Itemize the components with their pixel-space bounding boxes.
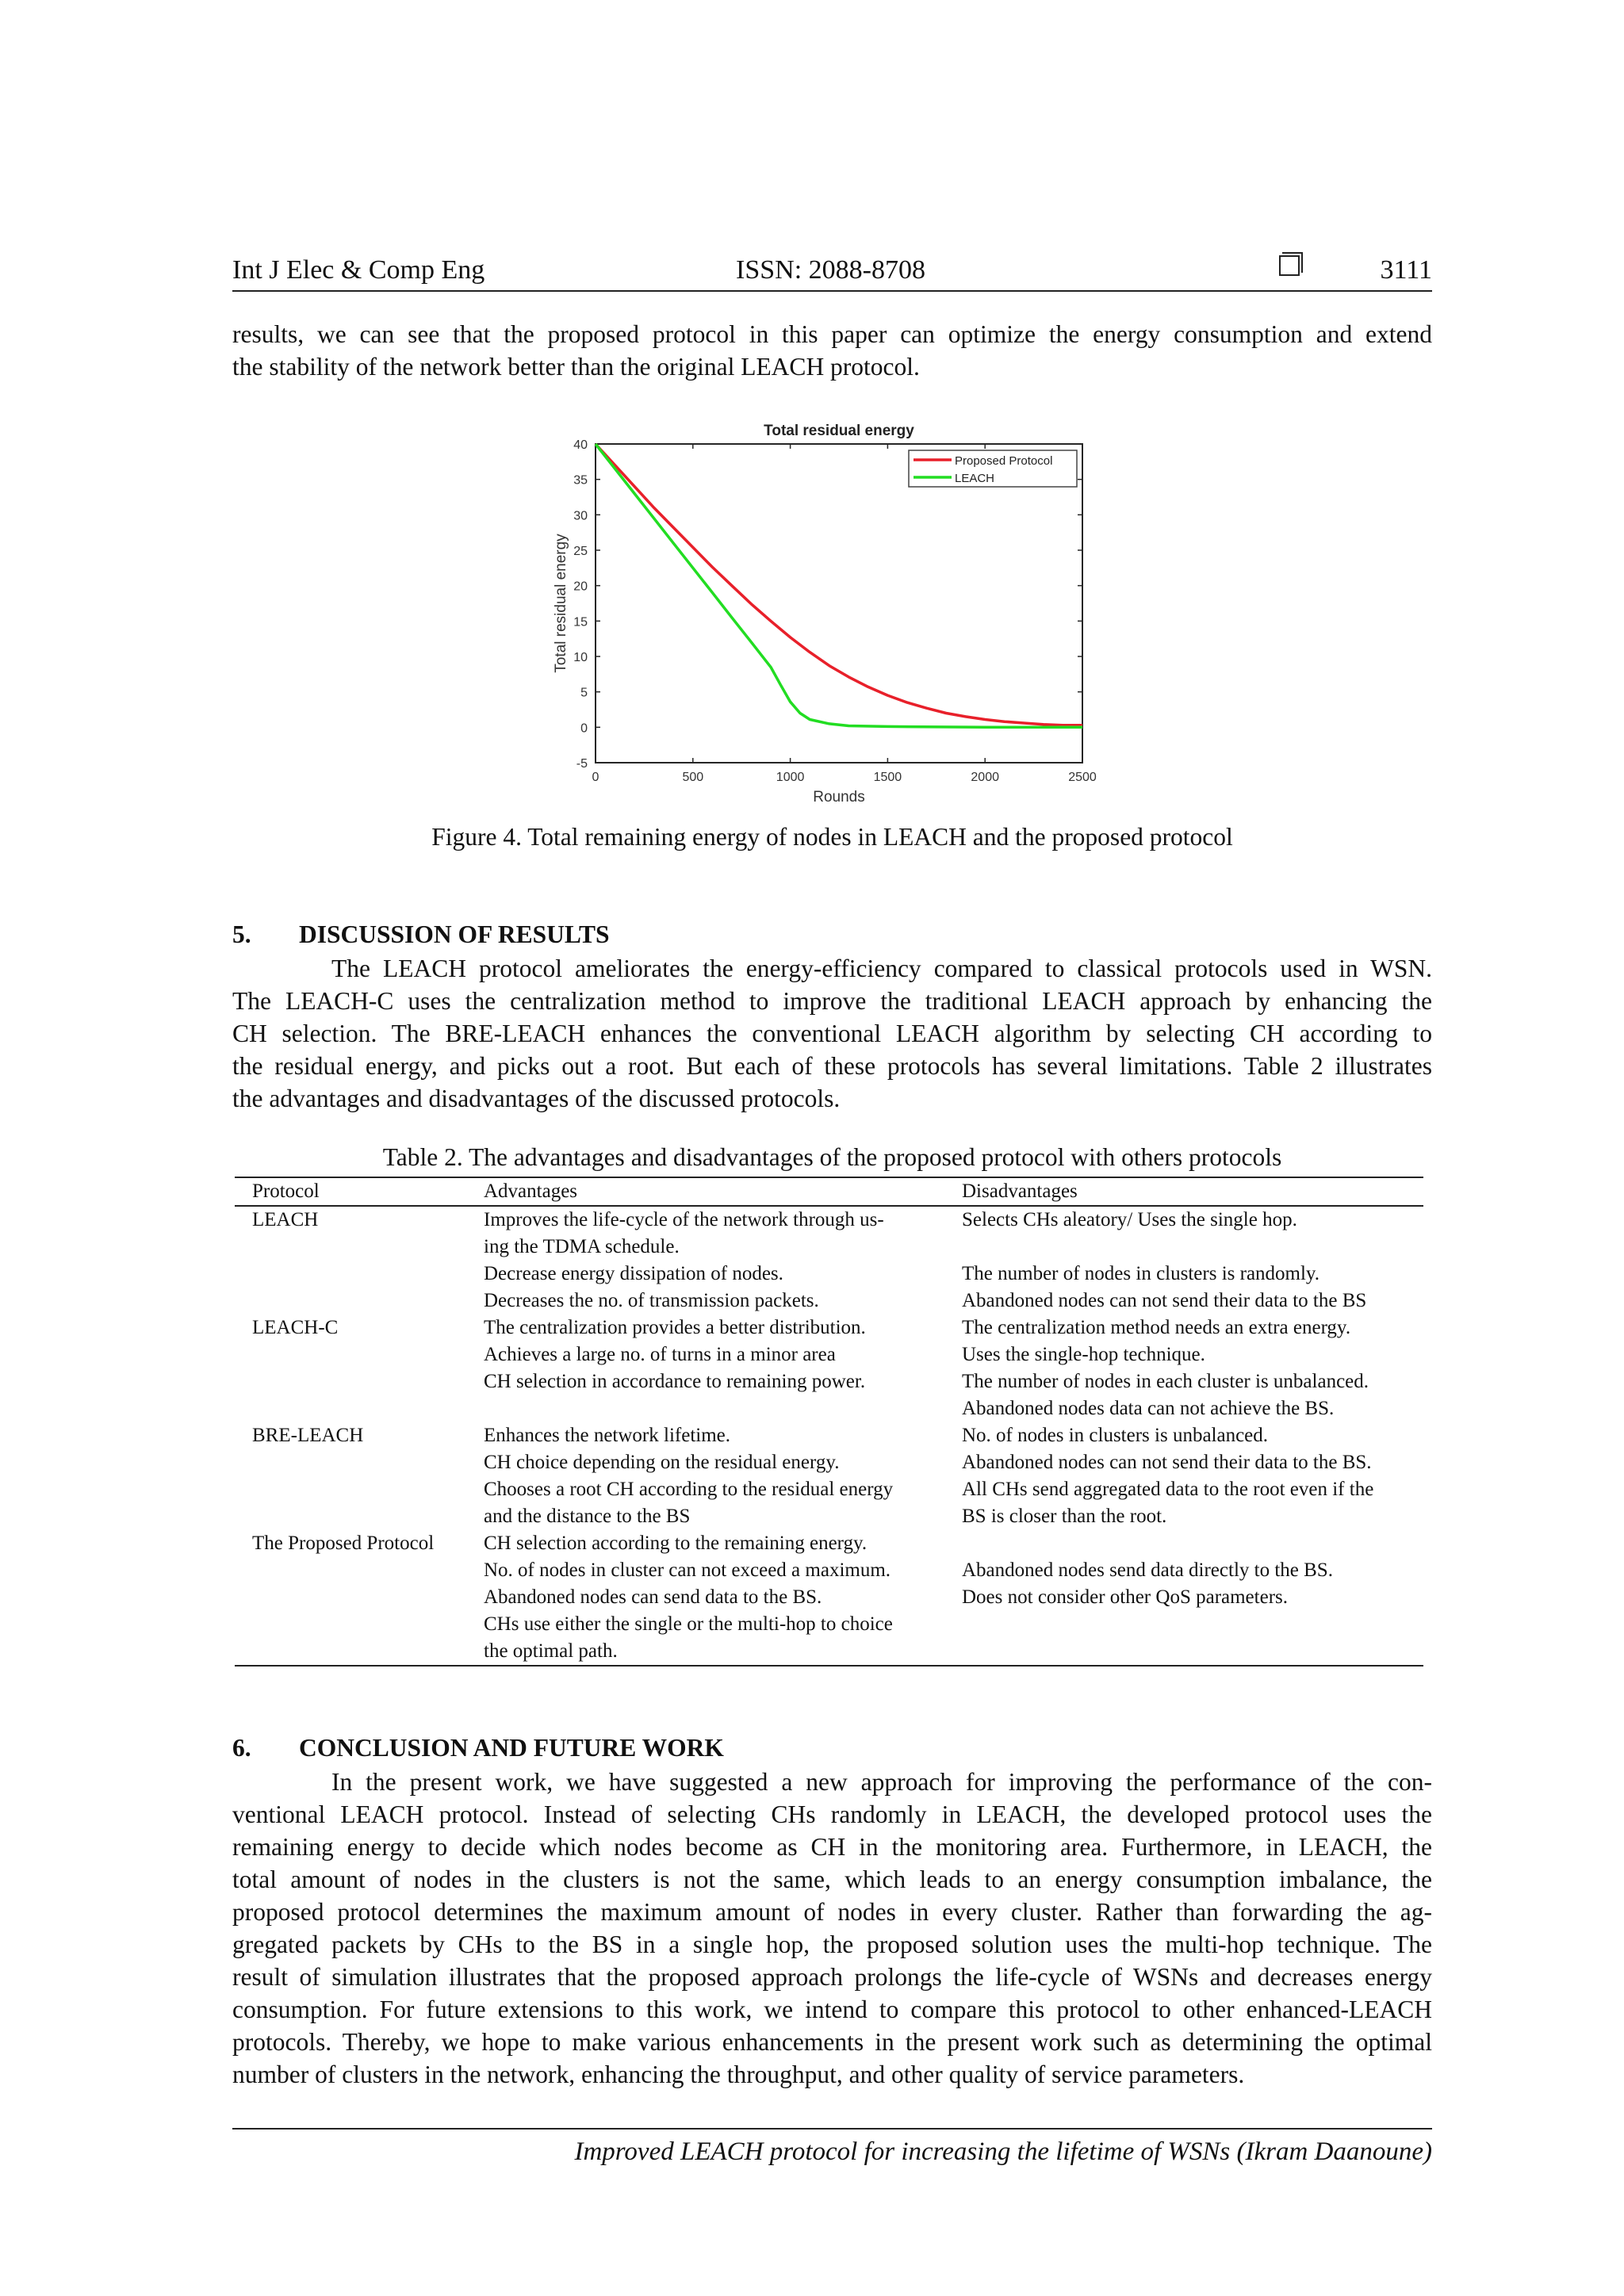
text-line: remaining energy to decide which nodes become as CH in the monitoring area. Furthermore, in LEACH, the [232, 1833, 1432, 1861]
y-tick-label: 5 [580, 686, 588, 700]
advantage-cell [466, 1395, 944, 1422]
text-line: total amount of nodes in the clusters is not the same, which leads to an energy consumption imbalance, the [232, 1866, 1432, 1893]
square-icon [1279, 255, 1300, 276]
text-line: the advantages and disadvantages of the discussed protocols. [232, 1085, 841, 1112]
x-tick-label: 2000 [971, 771, 999, 784]
section-title: DISCUSSION OF RESULTS [299, 920, 610, 948]
issn-label: ISSN: 2088-8708 [736, 255, 925, 285]
text-line: result of simulation illustrates that the proposed approach prolongs the life-cycle of WSNs and decreases energy [232, 1963, 1432, 1991]
text-line: protocols. Thereby, we hope to make various enhancements in the present work such as determining the optimal [232, 2028, 1432, 2056]
disadvantage-cell: All CHs send aggregated data to the root even if the [962, 1479, 1374, 1500]
protocol-cell: BRE-LEACH [252, 1425, 364, 1446]
advantage-cell: Decrease energy dissipation of nodes. [484, 1263, 783, 1284]
legend-label: Proposed Protocol [955, 454, 1053, 468]
advantage-cell: and the distance to the BS [484, 1506, 691, 1527]
table-row [235, 1530, 1423, 1557]
y-tick-label: 15 [573, 615, 588, 629]
table-row [235, 1234, 1423, 1261]
table-row [235, 1422, 1423, 1449]
disadvantage-cell: Abandoned nodes data can not achieve the BS. [962, 1398, 1335, 1419]
text-line: proposed protocol determines the maximum amount of nodes in every cluster. Rather than forwarding the ag- [232, 1898, 1432, 1926]
x-tick-label: 2500 [1068, 771, 1097, 784]
advantage-cell: CHs use either the single or the multi-hop to choice [484, 1613, 893, 1635]
disadvantage-cell [944, 1638, 1423, 1666]
y-tick-label: 25 [573, 545, 588, 558]
protocol-cell [235, 1368, 466, 1395]
y-tick-label: -5 [576, 757, 588, 771]
advantage-cell: CH selection in accordance to remaining power. [484, 1371, 866, 1392]
column-header: Disadvantages [944, 1177, 1423, 1206]
x-tick-label: 0 [592, 771, 599, 784]
protocol-cell [235, 1341, 466, 1368]
section-5-paragraph [232, 952, 1432, 1115]
disadvantage-cell [944, 1530, 1423, 1557]
plot-area [596, 444, 1082, 763]
column-header: Advantages [466, 1177, 944, 1206]
table-row [235, 1638, 1423, 1666]
text-line: ventional LEACH protocol. Instead of selecting CHs randomly in LEACH, the developed protocol uses the [232, 1800, 1432, 1828]
disadvantage-cell [944, 1234, 1423, 1261]
protocol-cell [235, 1503, 466, 1530]
text-line: the stability of the network better than the original LEACH protocol. [232, 353, 920, 381]
section-6-paragraph [232, 1766, 1432, 2091]
disadvantage-cell: The centralization method needs an extra energy. [962, 1317, 1351, 1338]
protocol-cell [235, 1584, 466, 1611]
x-axis-label: Rounds [813, 789, 865, 806]
advantage-cell: Abandoned nodes can send data to the BS. [484, 1586, 822, 1608]
advantage-cell: ing the TDMA schedule. [484, 1236, 680, 1257]
chart-title: Total residual energy [764, 423, 914, 439]
chart-legend [909, 450, 1077, 487]
disadvantage-cell: No. of nodes in clusters is unbalanced. [962, 1425, 1269, 1446]
y-tick-label: 40 [573, 438, 588, 452]
running-footer: Improved LEACH protocol for increasing the lifetime of WSNs (Ikram Daanoune) [574, 2137, 1432, 2166]
text-line: the residual energy, and picks out a root. But each of these protocols has several limitations. Table 2 illustrates [232, 1052, 1432, 1080]
x-tick-label: 1500 [873, 771, 902, 784]
text-line: gregated packets by CHs to the BS in a single hop, the proposed solution uses the multi-hop technique. The [232, 1931, 1432, 1958]
advantage-cell: the optimal path. [466, 1638, 944, 1666]
x-tick-label: 1000 [776, 771, 805, 784]
section-number: 5. [232, 920, 251, 948]
protocol-cell [235, 1638, 466, 1666]
text-line: The LEACH protocol ameliorates the energy-efficiency compared to classical protocols used in WSN. [331, 955, 1432, 982]
table-row [235, 1395, 1423, 1422]
advantage-cell: No. of nodes in cluster can not exceed a maximum. [484, 1559, 891, 1581]
table-row [235, 1261, 1423, 1288]
advantage-cell: Chooses a root CH according to the residual energy [484, 1479, 894, 1500]
comparison-table [235, 1177, 1423, 1667]
y-tick-label: 35 [573, 473, 588, 488]
protocol-cell [235, 1395, 466, 1422]
disadvantage-cell: Does not consider other QoS parameters. [962, 1586, 1288, 1608]
table-row [235, 1314, 1423, 1341]
y-tick-label: 10 [573, 651, 588, 664]
disadvantage-cell: Selects CHs aleatory/ Uses the single hop. [962, 1209, 1297, 1230]
page-number: 3111 [1380, 255, 1432, 285]
table-row [235, 1341, 1423, 1368]
y-tick-label: 0 [580, 721, 588, 736]
advantage-cell: CH selection according to the remaining energy. [484, 1533, 868, 1554]
advantage-cell: Enhances the network lifetime. [484, 1425, 730, 1446]
page-header [232, 252, 1432, 292]
advantage-cell: Decreases the no. of transmission packets. [484, 1290, 819, 1311]
table-header-row [235, 1177, 1423, 1206]
table-row [235, 1611, 1423, 1638]
protocol-cell [235, 1234, 466, 1261]
text-line: In the present work, we have suggested a new approach for improving the performance of the con- [331, 1768, 1432, 1796]
journal-name: Int J Elec & Comp Eng [232, 255, 485, 285]
section-6-heading [232, 1734, 724, 1762]
footer-rule [232, 2128, 1432, 2130]
protocol-cell [235, 1261, 466, 1288]
protocol-cell [235, 1449, 466, 1476]
table-row [235, 1368, 1423, 1395]
disadvantage-cell: Abandoned nodes can not send their data to the BS [962, 1290, 1367, 1311]
disadvantage-cell: Abandoned nodes can not send their data to the BS. [962, 1452, 1372, 1473]
advantage-cell: Achieves a large no. of turns in a minor area [484, 1344, 836, 1365]
text-line: consumption. For future extensions to this work, we intend to compare this protocol to other enhanced-LEACH [232, 1996, 1432, 2023]
advantage-cell: The centralization provides a better distribution. [484, 1317, 866, 1338]
table-row [235, 1476, 1423, 1503]
section-number: 6. [232, 1734, 251, 1762]
table-row [235, 1288, 1423, 1314]
table-caption: Table 2. The advantages and disadvantages of the proposed protocol with others protocols [382, 1143, 1282, 1171]
table-row [235, 1557, 1423, 1584]
y-axis-label: Total residual energy [553, 534, 569, 673]
disadvantage-cell: Abandoned nodes send data directly to the BS. [962, 1559, 1333, 1581]
text-line: number of clusters in the network, enhancing the throughput, and other quality of service parameters. [232, 2061, 1245, 2088]
advantage-cell: CH choice depending on the residual energy. [484, 1452, 840, 1473]
protocol-cell [235, 1557, 466, 1584]
text-line: results, we can see that the proposed protocol in this paper can optimize the energy consumption and extend [232, 320, 1432, 348]
protocol-cell: The Proposed Protocol [252, 1533, 435, 1554]
protocol-cell: LEACH [252, 1209, 319, 1230]
legend-label: LEACH [955, 472, 995, 485]
disadvantage-cell: BS is closer than the root. [962, 1506, 1167, 1527]
table-row [235, 1503, 1423, 1530]
protocol-cell [235, 1611, 466, 1638]
disadvantage-cell: Uses the single-hop technique. [962, 1344, 1205, 1365]
protocol-cell: LEACH-C [252, 1317, 339, 1338]
advantage-cell: Improves the life-cycle of the network through us- [484, 1209, 884, 1230]
disadvantage-cell: The number of nodes in clusters is randomly. [962, 1263, 1320, 1284]
disadvantage-cell: The number of nodes in each cluster is unbalanced. [962, 1371, 1369, 1392]
figure-caption: Figure 4. Total remaining energy of nodes in LEACH and the proposed protocol [431, 823, 1233, 851]
section-5-heading [232, 920, 610, 949]
intro-paragraph [232, 318, 1432, 383]
residual-energy-chart [539, 415, 1110, 812]
x-tick-label: 500 [682, 771, 704, 784]
table-row [235, 1449, 1423, 1476]
y-tick-label: 30 [573, 509, 588, 523]
protocol-cell [235, 1288, 466, 1314]
protocol-cell [235, 1476, 466, 1503]
table-row [235, 1584, 1423, 1611]
section-title: CONCLUSION AND FUTURE WORK [299, 1734, 724, 1762]
column-header: Protocol [235, 1177, 466, 1206]
y-tick-label: 20 [573, 580, 588, 594]
table-row [235, 1206, 1423, 1234]
disadvantage-cell [944, 1611, 1423, 1638]
text-line: CH selection. The BRE-LEACH enhances the conventional LEACH algorithm by selecting CH according to [232, 1020, 1432, 1047]
text-line: The LEACH-C uses the centralization method to improve the traditional LEACH approach by enhancing the [232, 987, 1432, 1015]
